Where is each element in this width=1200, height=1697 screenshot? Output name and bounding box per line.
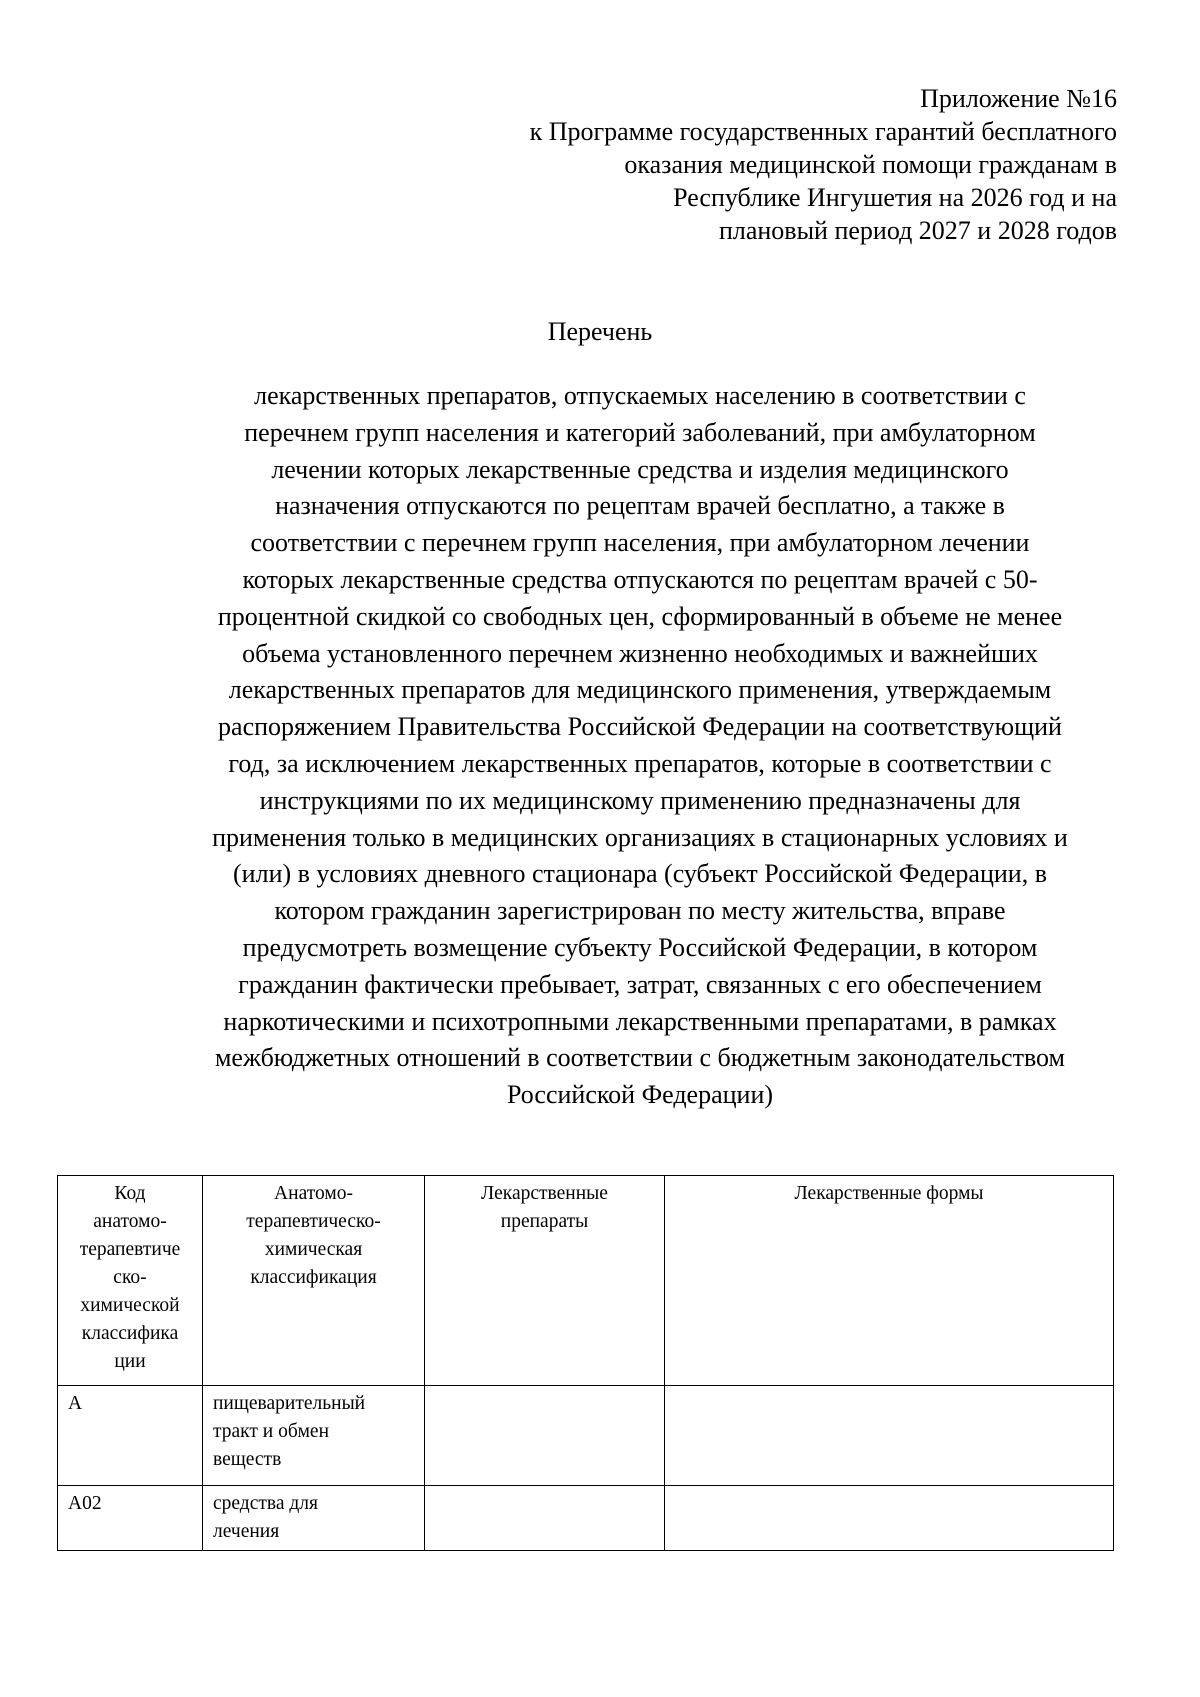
body-line: процентной скидкой со свободных цен, сформированный в объеме не менее [217,601,1063,631]
appendix-line: плановый период 2027 и 2028 годов [718,216,1117,245]
header-atc-classification: Анатомо- терапевтическо- химическая классификация [203,1176,425,1386]
appendix-line: оказания медицинской помощи гражданам в [624,150,1117,179]
header-atc-code: Код анатомо- терапевтиче ско- химической классифика ции [58,1176,203,1386]
body-line: предусмотреть возмещение субъекту Российской Федерации, в котором [242,932,1038,962]
cell-forms [665,1486,1114,1551]
body-line: наркотическими и психотропными лекарственными препаратами, в рамках [223,1006,1057,1036]
appendix-line: Приложение №16 [920,84,1117,113]
body-line: соответствии с перечнем групп населения, при амбулаторном лечении [250,528,1030,558]
atc-table [57,1175,1114,1551]
table-header-row [58,1176,1114,1386]
body-line: применения только в медицинских организациях в стационарных условиях и [212,822,1068,852]
body-line: лечении которых лекарственные средства и изделия медицинского [271,454,1009,484]
body-line: назначения отпускаются по рецептам врачей бесплатно, а также в [275,491,1005,521]
cell-classification: пищеварительный тракт и обмен веществ [203,1386,425,1486]
body-line: лекарственных препаратов, отпускаемых населению в соответствии с [254,381,1026,410]
body-line: распоряжением Правительства Российской Федерации на соответствующий [218,712,1062,742]
cell-code: А [58,1386,203,1486]
body-line: гражданин фактически пребывает, затрат, связанных с его обеспечением [238,969,1042,999]
body-line: которых лекарственные средства отпускаются по рецептам врачей с 50- [242,564,1038,594]
body-line: межбюджетных отношений в соответствии с бюджетным законодательством [214,1043,1066,1073]
body-line: перечнем групп населения и категорий заболеваний, при амбулаторном [244,417,1036,447]
appendix-header [417,82,1117,247]
document-body [160,378,1120,1114]
body-line: инструкциями по их медицинскому применению предназначены для [259,785,1021,815]
body-line: Российской Федерации) [506,1080,774,1110]
header-dosage-forms: Лекарственные формы [665,1176,1114,1386]
appendix-line: Республике Ингушетия на 2026 год и на [673,183,1117,212]
body-line: (или) в условиях дневного стационара (субъект Российской Федерации, в [233,859,1047,889]
cell-drugs [425,1386,665,1486]
body-line: объема установленного перечнем жизненно необходимых и важнейших [242,638,1038,668]
cell-code: А02 [58,1486,203,1551]
body-line: котором гражданин зарегистрирован по месту жительства, вправе [274,896,1006,926]
document-title: Перечень [547,317,653,346]
cell-drugs [425,1486,665,1551]
cell-forms [665,1386,1114,1486]
table-row [58,1386,1114,1486]
body-line: год, за исключением лекарственных препаратов, которые в соответствии с [228,748,1052,778]
table-row [58,1486,1114,1551]
header-drugs: Лекарственные препараты [425,1176,665,1386]
appendix-line: к Программе государственных гарантий бесплатного [529,117,1117,146]
cell-classification: средства для лечения [203,1486,425,1551]
body-line: лекарственных препаратов для медицинского применения, утверждаемым [228,675,1052,705]
